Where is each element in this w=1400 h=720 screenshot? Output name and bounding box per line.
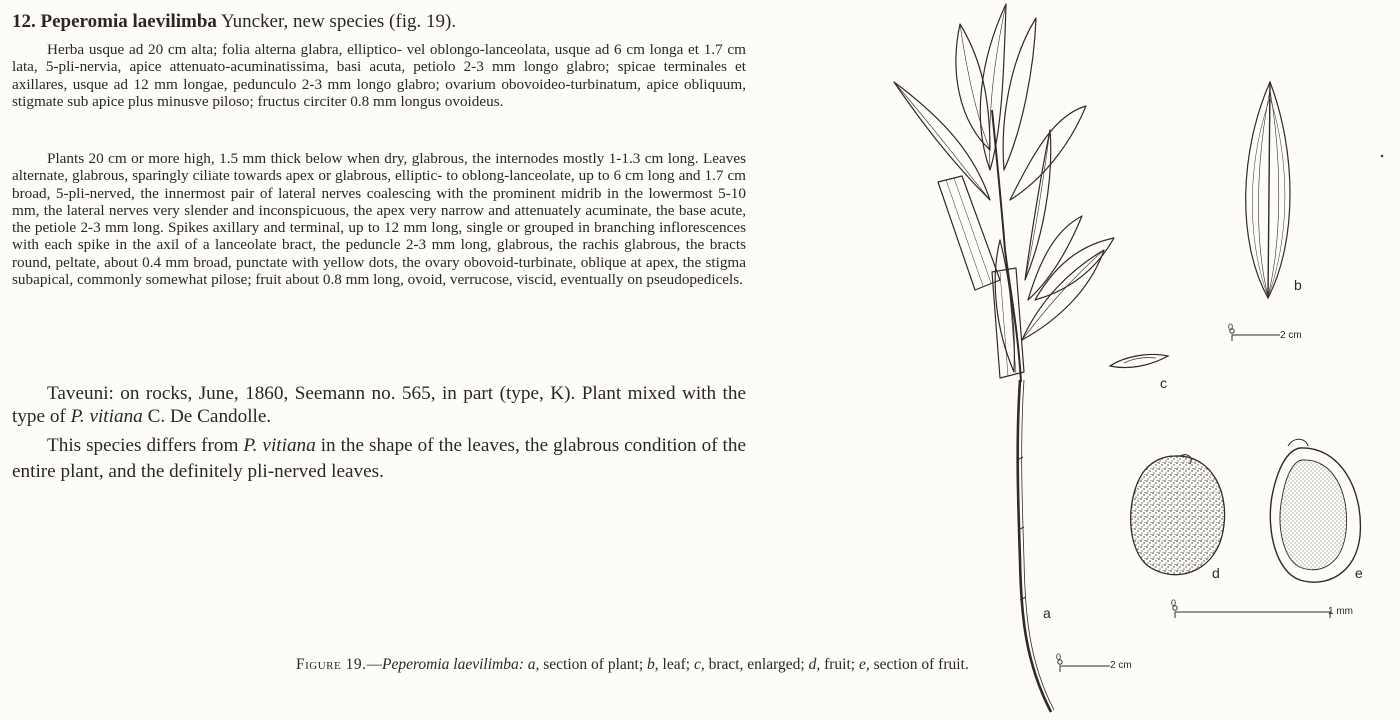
species-authority: Yuncker, new species (fig. 19). bbox=[220, 11, 457, 32]
fruit-outline bbox=[1131, 456, 1225, 575]
leaf-sheath-1-vein-a bbox=[946, 180, 983, 286]
fruit-drawing bbox=[1131, 455, 1225, 575]
plant-section-drawing bbox=[894, 4, 1114, 712]
caption-desc-c: bract, enlarged; bbox=[708, 656, 805, 673]
species-number: 12. bbox=[12, 11, 36, 32]
leaf-right-1 bbox=[1003, 18, 1036, 170]
scale-fruit-zero: 0 bbox=[1171, 598, 1177, 608]
label-c: c bbox=[1160, 375, 1167, 391]
leaf-sheath-2-vein-a bbox=[1000, 272, 1008, 376]
scale-leaf-zero: 0 bbox=[1228, 322, 1234, 332]
leaf-nerve-right-2 bbox=[1269, 98, 1285, 294]
leaf-midrib bbox=[1268, 82, 1270, 298]
latin-description: Herba usque ad 20 cm alta; folia alterna glabra, elliptico- vel oblongo-lanceolata, usque ad 6 cm longa et 1.7 cm lata, 5-pli-nervia, apice attenuato-acuminatissima, basi acuta, petiolo 2-3 mm longo glabro; spicae terminales et axillares, usque ad 12 mm longae, pedunculo 2-3 mm longo glabro; ovarium obovoideo-turbinatum, apice obliquum, stigmate sub apice plus minusve piloso; fructus circiter 0.8 mm longus ovoideus. bbox=[12, 41, 746, 110]
species-name: Peperomia laevilimba bbox=[40, 11, 217, 32]
label-d: d bbox=[1212, 565, 1220, 581]
caption-letter-c: c, bbox=[693, 656, 705, 673]
label-b: b bbox=[1294, 277, 1302, 293]
plant-stem-inner bbox=[1022, 380, 1054, 710]
caption-desc-b: leaf; bbox=[662, 656, 691, 673]
bract-outline bbox=[1110, 354, 1168, 367]
fruit-section-drawing bbox=[1270, 439, 1360, 582]
caption-desc-a: section of plant; bbox=[543, 656, 644, 673]
scale-plant-zero: 0 bbox=[1056, 652, 1062, 662]
locality-tail: C. De Candolle. bbox=[147, 406, 272, 427]
scale-leaf-value: 2 cm bbox=[1280, 330, 1302, 341]
difference-species: P. vitiana bbox=[243, 435, 316, 456]
caption-desc-e: section of fruit. bbox=[873, 656, 969, 673]
caption-desc-d: fruit; bbox=[824, 656, 856, 673]
caption-dash: — bbox=[366, 656, 382, 673]
leaf-sheath-1-vein-b bbox=[954, 178, 991, 283]
label-a: a bbox=[1043, 605, 1051, 621]
leaf-right-4 bbox=[1028, 216, 1082, 300]
caption-letter-e: e, bbox=[858, 656, 870, 673]
caption-letter-a: a, bbox=[527, 656, 540, 673]
difference-lead: This species differs from bbox=[47, 435, 239, 456]
bract-center bbox=[1124, 358, 1156, 363]
caption-letter-d: d, bbox=[808, 656, 821, 673]
leaf-bract-right bbox=[1035, 238, 1114, 300]
leaf-upper-2 bbox=[956, 24, 990, 150]
caption-species: Peperomia laevilimba: bbox=[381, 656, 524, 673]
leaf-sheath-1 bbox=[938, 176, 1000, 290]
leaf-drawing bbox=[1246, 82, 1290, 298]
caption-letter-b: b, bbox=[647, 656, 659, 673]
difference-tail: in the shape of the leaves, the glabrous condition of the entire plant, and the definitely pli-nerved leaves. bbox=[12, 435, 746, 482]
scale-fruit-value: 1 mm bbox=[1328, 606, 1353, 617]
scale-bar-plant bbox=[1058, 660, 1110, 672]
bract-drawing bbox=[1110, 354, 1168, 367]
plant-upper-stem bbox=[992, 110, 1021, 382]
locality-species: P. vitiana bbox=[70, 406, 143, 427]
leaf-left-1-vein bbox=[894, 82, 990, 200]
locality-text: Taveuni: on rocks, June, 1860, Seemann no. 565, in part (type, K). Plant mixed with the type of bbox=[12, 383, 746, 427]
fruit-section-apex bbox=[1288, 439, 1308, 446]
scale-bar-leaf bbox=[1230, 329, 1280, 341]
plant-stem bbox=[1018, 380, 1051, 712]
label-e: e bbox=[1355, 565, 1363, 581]
scale-plant-value: 2 cm bbox=[1110, 660, 1132, 671]
speck-mark bbox=[1381, 155, 1383, 157]
scale-bar-fruit bbox=[1173, 606, 1330, 618]
english-description: Plants 20 cm or more high, 1.5 mm thick below when dry, glabrous, the internodes mostly 1-1.3 cm long. Leaves alternate, glabrous, sparingly ciliate towards apex or glabrous, elliptic- to oblong-lanceolate, up to 6 cm long and 1.7 cm broad, 5-pli-nerved, the innermost pair of lateral nerves coalescing with the prominent midrib in the lowermost 5-10 mm, the lateral nerves very slender and inconspicuous, the apex very narrow and attenuately acuminate, the base acute, the petiole 2-3 mm long. Spikes axillary and terminal, up to 12 mm long, single or grouped in branching inflorescences with each spike in the axil of a lanceolate bract, the peduncle 2-3 mm long, glabrous, the rachis glabrous, the bracts round, peltate, about 0.4 mm broad, punctate with yellow dots, the ovary obovoid-turbinate, oblique at apex, the stigma subapical, commonly somewhat pilose; fruit about 0.8 mm long, ovoid, verrucose, viscid, eventually on pseudopedicels. bbox=[12, 150, 746, 289]
figure-label: Figure 19. bbox=[296, 656, 367, 673]
